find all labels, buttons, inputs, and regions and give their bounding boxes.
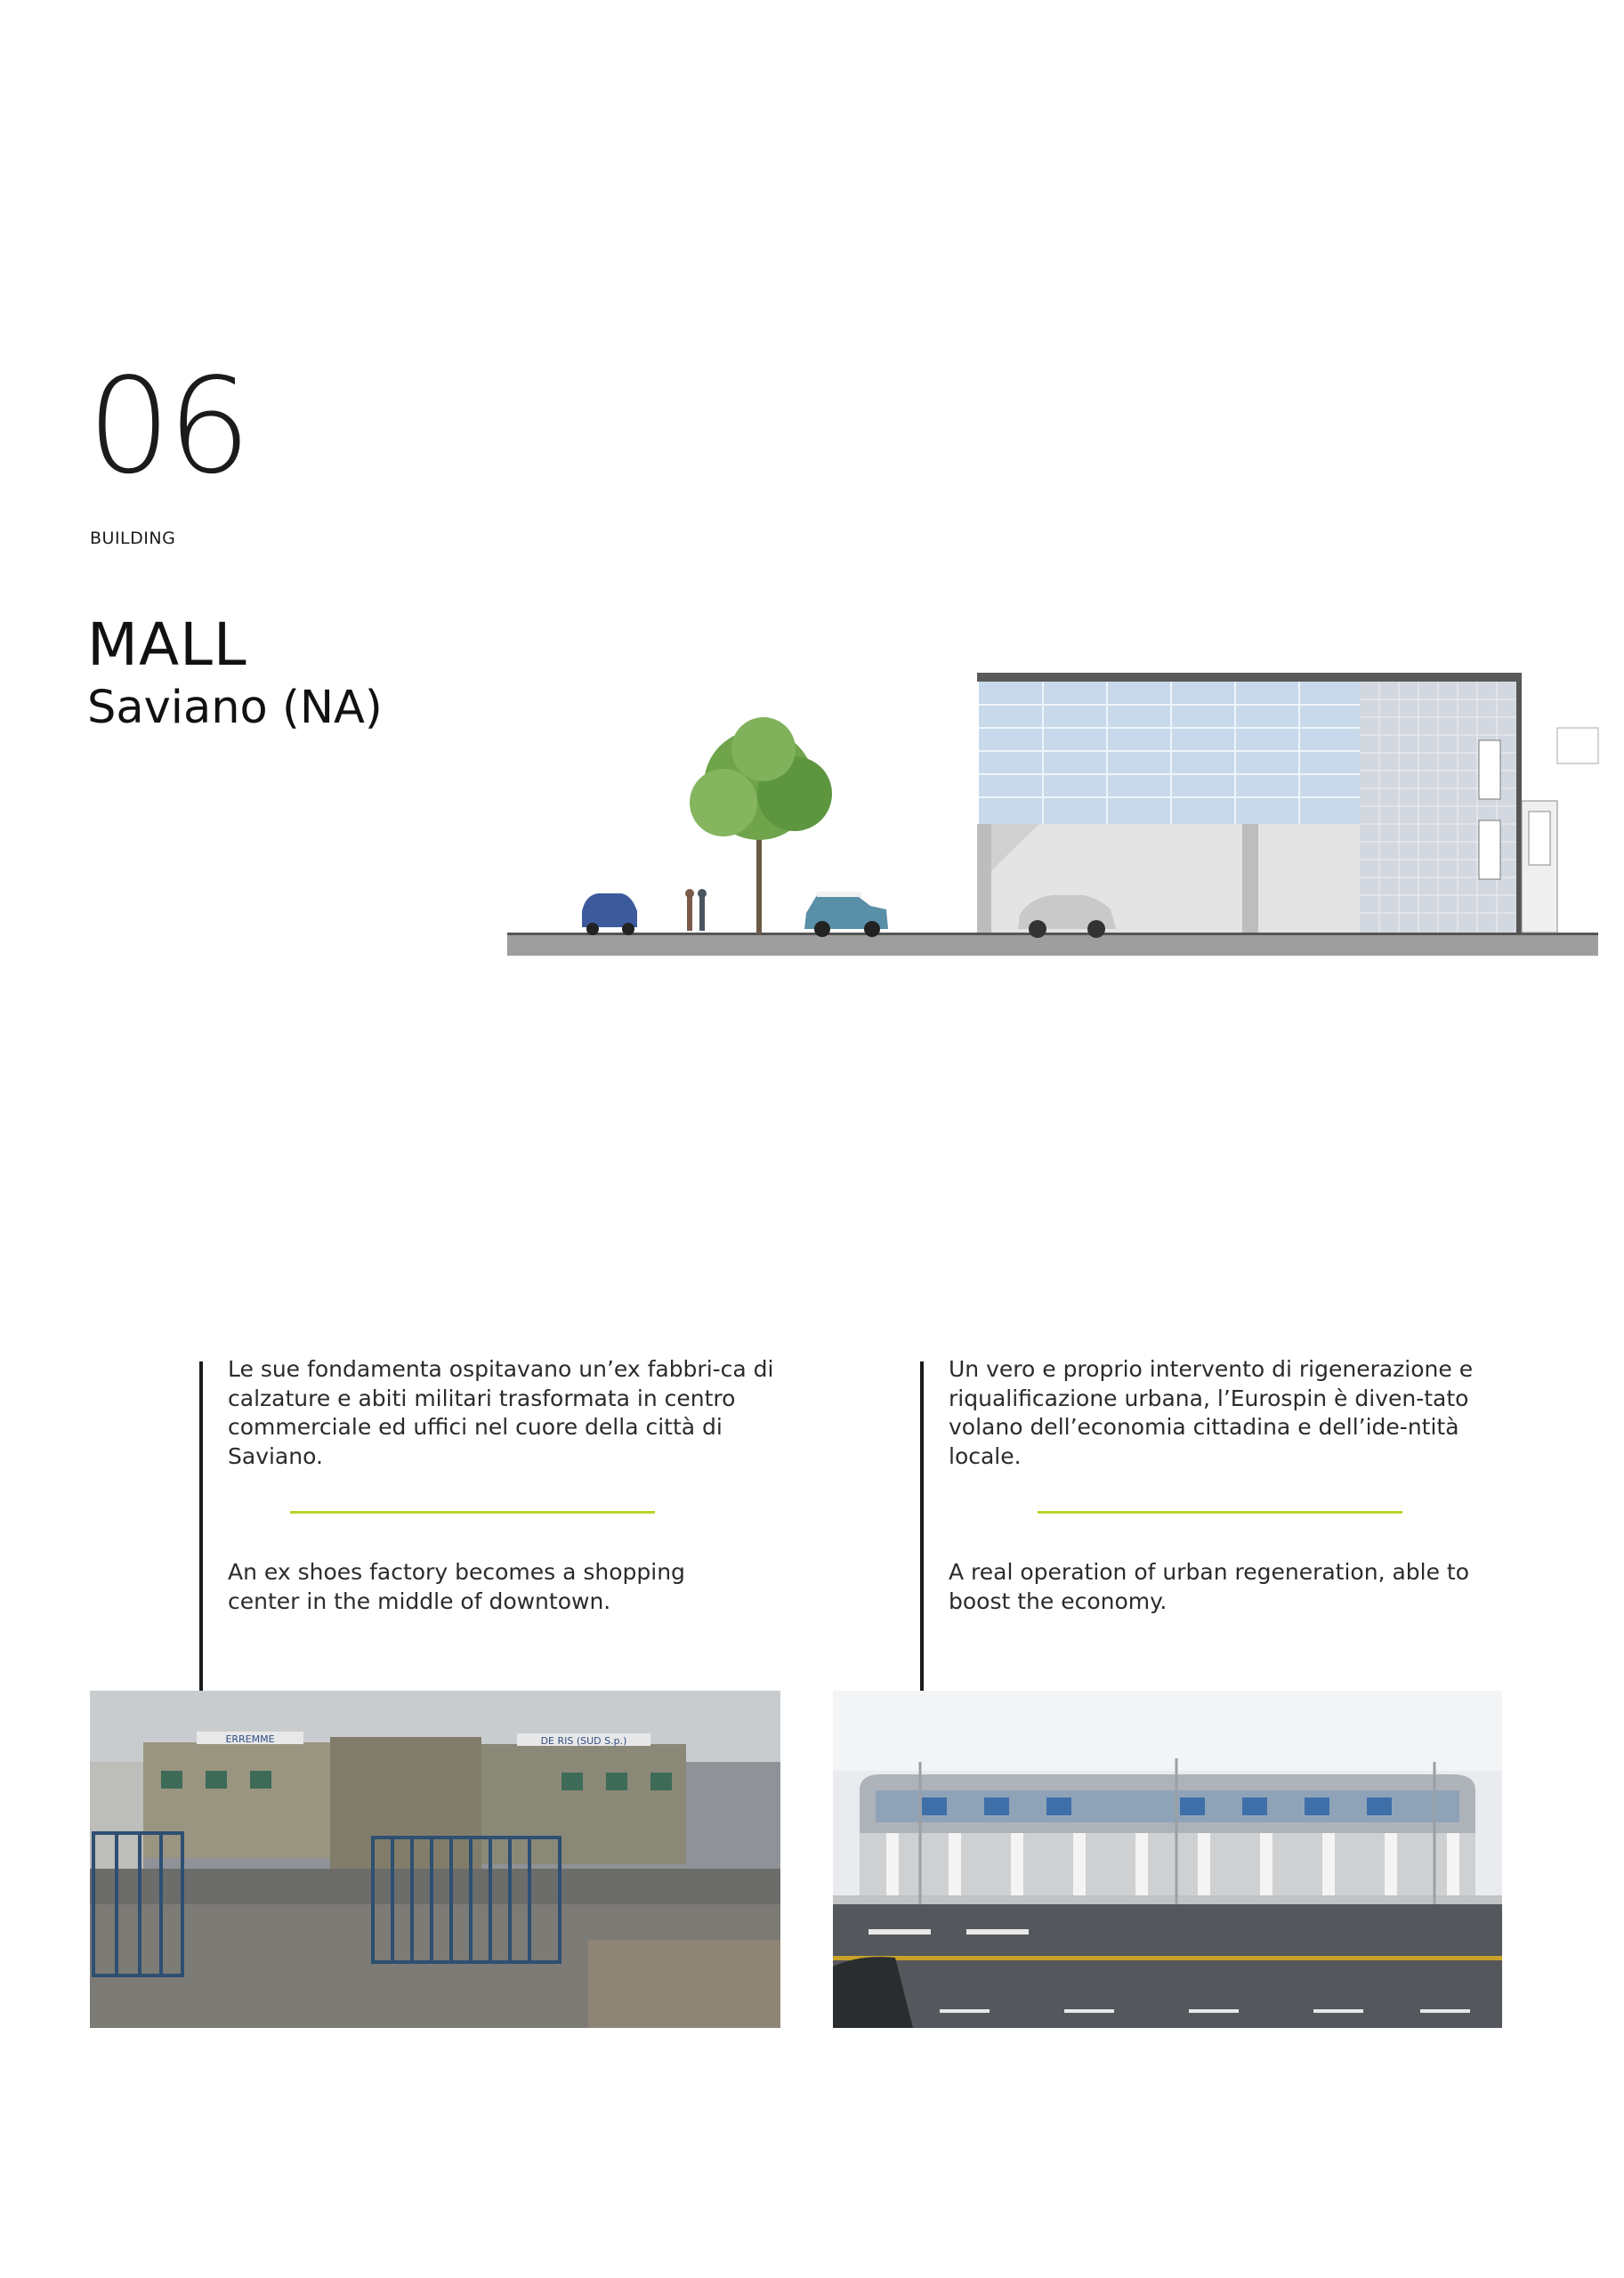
column-left-accent-line bbox=[290, 1511, 655, 1514]
column-left-english-text: An ex shoes factory becomes a shopping center in the middle of downtown. bbox=[228, 1559, 685, 1614]
section-number: 06 bbox=[87, 350, 248, 503]
building-elevation-drawing bbox=[505, 669, 1600, 959]
section-category: BUILDING bbox=[90, 529, 176, 548]
column-right-accent-line bbox=[1038, 1511, 1402, 1514]
column-divider-right bbox=[920, 1361, 924, 1710]
page-subtitle-location: Saviano (NA) bbox=[87, 682, 383, 734]
column-left-italian-text: Le sue fondamenta ospitavano un’ex fabbri-ca di calzature e abiti militari trasformata in centro commerciale ed uffici nel cuore della città di Saviano. bbox=[228, 1356, 774, 1469]
page-title: MALL bbox=[87, 610, 247, 679]
photo-before-factory bbox=[90, 1691, 780, 2028]
column-right-english-text: A real operation of urban regeneration, able to boost the economy. bbox=[949, 1559, 1470, 1614]
before-sign-left: ERREMME bbox=[225, 1733, 275, 1745]
column-divider-left bbox=[199, 1361, 203, 1710]
photo-after-mall bbox=[833, 1691, 1502, 2028]
column-right-italian-text: Un vero e proprio intervento di rigenerazione e riqualificazione urbana, l’Eurospin è diven-tato volano dell’economia cittadina e dell’ide-ntità locale. bbox=[949, 1356, 1474, 1469]
before-sign-right: DE RIS (SUD S.p.) bbox=[540, 1735, 627, 1747]
